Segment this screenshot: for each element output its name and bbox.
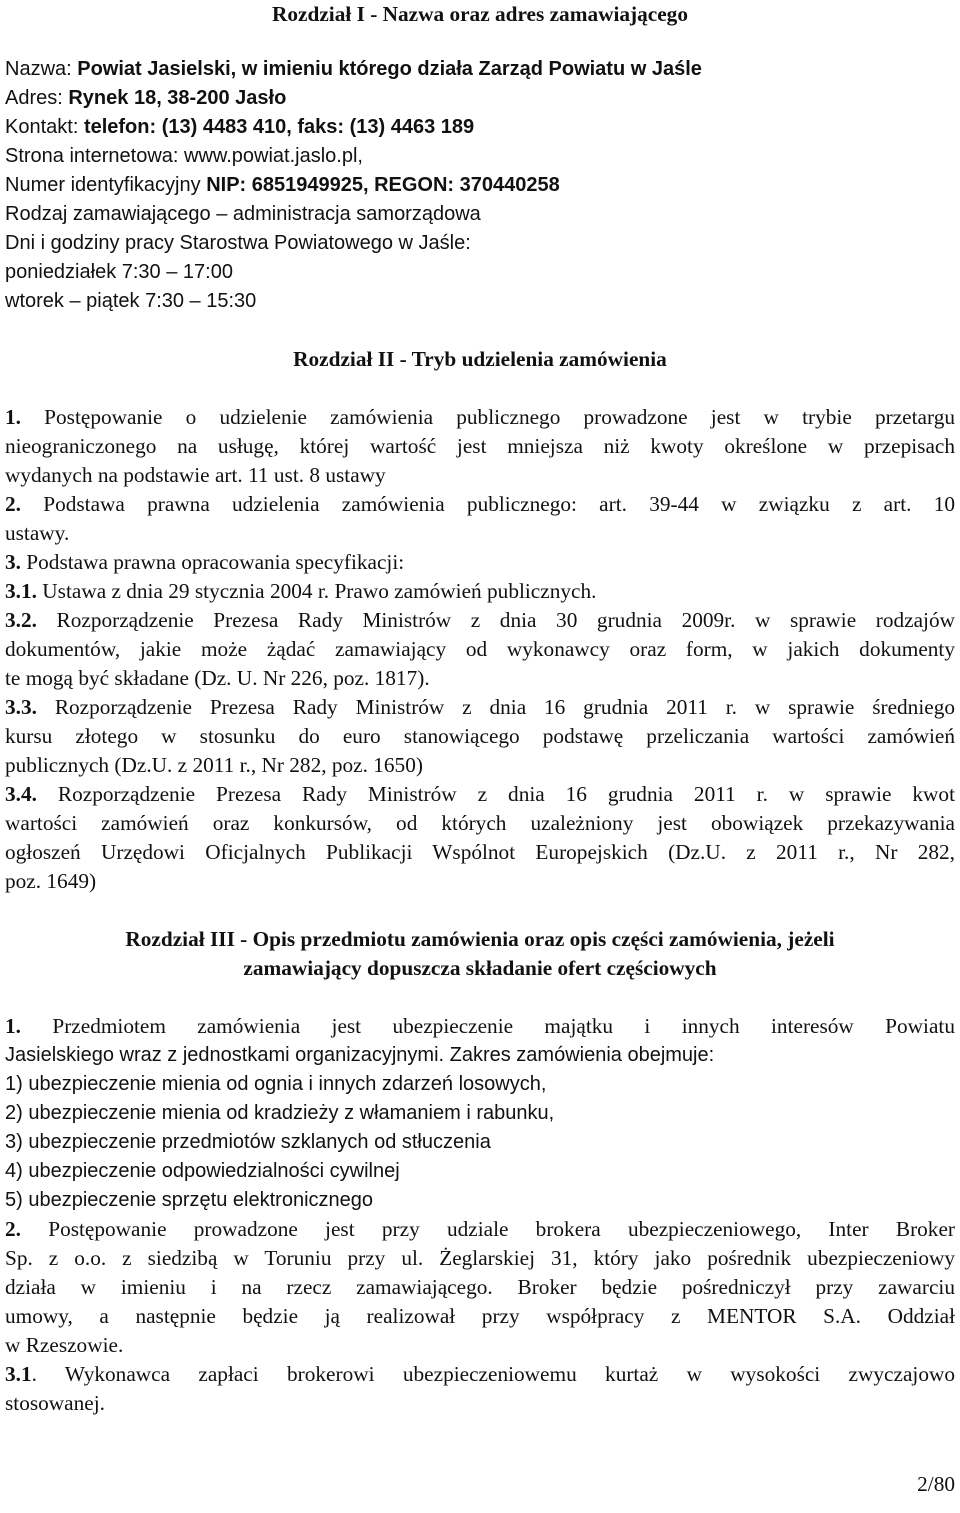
ch2-p1-line-1 [5, 403, 955, 432]
ch2-p31-text: Ustawa z dnia 29 stycznia 2004 r. Prawo zamówień publicznych. [36, 579, 597, 603]
id-value: NIP: 6851949925, REGON: 370440258 [206, 174, 560, 196]
list-item: 2) ubezpieczenie mienia od kradzieży z włamaniem i rabunku, [5, 1102, 555, 1124]
ordering-party-type: Rodzaj zamawiającego – administracja samorządowa [5, 203, 481, 225]
ch3-p1-line-1 [5, 1012, 955, 1041]
ch3-p2-line-1 [5, 1215, 955, 1244]
ch2-p2-line-1 [5, 490, 955, 519]
name-line [5, 55, 955, 84]
ch2-p1-text-1: Postępowanie o udzielenie zamówienia publicznego prowadzone jest w trybie przetargu [20, 405, 955, 429]
ch3-p31-text-1: . Wykonawca zapłaci brokerowi ubezpieczeniowemu kurtaż w wysokości zwyczajowo [31, 1362, 955, 1386]
website-link[interactable]: www.powiat.jaslo.pl [184, 145, 358, 167]
ch3-p2-line-3: działa w imieniu i na rzecz zamawiającego. Broker będzie pośredniczył przy zawarciu [5, 1275, 955, 1299]
ch3-p2-line-2: Sp. z o.o. z siedzibą w Toruniu przy ul. Żeglarskiej 31, który jako pośrednik ubezpieczeniowy [5, 1246, 955, 1270]
chapter-3-heading-line-1: Rozdział III - Opis przedmiotu zamówienia oraz opis części zamówienia, jeżeli [125, 927, 835, 951]
ch2-p32-line-3: te mogą być składane (Dz. U. Nr 226, poz. 1817). [5, 666, 430, 690]
hours-monday: poniedziałek 7:30 – 17:00 [5, 261, 233, 283]
page-number: 2/80 [917, 1472, 955, 1496]
name-value: Powiat Jasielski, w imieniu którego działa Zarząd Powiatu w Jaśle [77, 58, 702, 80]
contact-label: Kontakt: [5, 116, 84, 138]
address-value: Rynek 18, 38-200 Jasło [68, 87, 287, 109]
list-item: 4) ubezpieczenie odpowiedzialności cywilnej [5, 1160, 400, 1182]
list-item: 3) ubezpieczenie przedmiotów szklanych od stłuczenia [5, 1131, 491, 1153]
ch2-p1-line-2: nieograniczonego na usługę, której wartość jest mniejsza niż kwoty określone w przepisach [5, 434, 955, 458]
ch2-p33-text-1: Rozporządzenie Prezesa Rady Ministrów z dnia 16 grudnia 2011 r. w sprawie średniego [36, 695, 955, 719]
website-line [5, 142, 955, 171]
ch2-p2-text-1: Podstawa prawna udzielenia zamówienia publicznego: art. 39-44 w związku z art. 10 [20, 492, 955, 516]
chapter-1-heading: Rozdział I - Nazwa oraz adres zamawiającego [272, 2, 688, 26]
ch2-p32-line-1 [5, 606, 955, 635]
ch2-p32-line-2: dokumentów, jakie może żądać zamawiający od wykonawcy oraz form, w jakich dokumenty [5, 637, 955, 661]
ch2-p31-number: 3.1. [5, 579, 37, 603]
address-line [5, 84, 955, 113]
ch2-p34-line-1 [5, 780, 955, 809]
ch2-p32-number: 3.2. [5, 608, 37, 632]
ch2-p2-line-2: ustawy. [5, 521, 70, 545]
ch2-p33-number: 3.3. [5, 695, 37, 719]
ch3-p2-number: 2. [5, 1217, 21, 1241]
ch2-p34-line-2: wartości zamówień oraz konkursów, od których uzależniony jest obowiązek przekazywania [5, 811, 955, 835]
chapter-2-heading: Rozdział II - Tryb udzielenia zamówienia [293, 347, 667, 371]
ch3-p1-line-2: Jasielskiego wraz z jednostkami organizacyjnymi. Zakres zamówienia obejmuje: [5, 1044, 715, 1066]
list-item: 1) ubezpieczenie mienia od ognia i innych zdarzeń losowych, [5, 1073, 547, 1095]
id-label: Numer identyfikacyjny [5, 174, 207, 196]
ch3-p2-line-4: umowy, a następnie będzie ją realizował przy współpracy z MENTOR S.A. Oddział [5, 1304, 955, 1328]
ch2-p33-line-2: kursu złotego w stosunku do euro stanowiącego podstawę przeliczania wartości zamówień [5, 724, 955, 748]
ch2-p31-line [5, 577, 955, 606]
contact-line [5, 113, 955, 142]
ch2-p3-number: 3. [5, 550, 21, 574]
ch3-p31-line-2: stosowanej. [5, 1391, 105, 1415]
ch2-p33-line-1 [5, 693, 955, 722]
ch2-p34-line-4: poz. 1649) [5, 869, 97, 893]
ch2-p33-line-3: publicznych (Dz.U. z 2011 r., Nr 282, poz. 1650) [5, 753, 423, 777]
website-label: Strona internetowa: [5, 145, 184, 167]
ch2-p32-text-1: Rozporządzenie Prezesa Rady Ministrów z dnia 30 grudnia 2009r. w sprawie rodzajów [36, 608, 955, 632]
id-numbers-line [5, 171, 955, 200]
ch2-p3-line [5, 548, 955, 577]
list-item: 5) ubezpieczenie sprzętu elektronicznego [5, 1189, 373, 1211]
ch2-p34-text-1: Rozporządzenie Prezesa Rady Ministrów z dnia 16 grudnia 2011 r. w sprawie kwot [36, 782, 955, 806]
name-label: Nazwa: [5, 58, 78, 80]
ch2-p34-number: 3.4. [5, 782, 37, 806]
ch3-p2-line-5: w Rzeszowie. [5, 1333, 124, 1357]
contact-value: telefon: (13) 4483 410, faks: (13) 4463 189 [83, 116, 475, 138]
address-label: Adres: [5, 87, 69, 109]
ch3-p31-line-1 [5, 1360, 955, 1389]
ch2-p3-text: Podstawa prawna opracowania specyfikacji: [20, 550, 405, 574]
website-suffix: , [357, 145, 363, 167]
ch3-p1-number: 1. [5, 1014, 21, 1038]
ch3-p1-text-1: Przedmiotem zamówienia jest ubezpieczenie majątku i innych interesów Powiatu [20, 1014, 955, 1038]
hours-tuesday-friday: wtorek – piątek 7:30 – 15:30 [5, 290, 257, 312]
chapter-3-heading-line-2: zamawiający dopuszcza składanie ofert częściowych [243, 956, 717, 980]
working-hours-title: Dni i godziny pracy Starostwa Powiatowego w Jaśle: [5, 232, 471, 254]
ch2-p34-line-3: ogłoszeń Urzędowi Oficjalnych Publikacji Wspólnot Europejskich (Dz.U. z 2011 r., Nr 282, [5, 840, 955, 864]
ch2-p2-number: 2. [5, 492, 21, 516]
ch2-p1-number: 1. [5, 405, 21, 429]
ch3-p31-number: 3.1 [5, 1362, 32, 1386]
ch2-p1-line-3: wydanych na podstawie art. 11 ust. 8 ustawy [5, 463, 386, 487]
ch3-p2-text-1: Postępowanie prowadzone jest przy udziale brokera ubezpieczeniowego, Inter Broker [20, 1217, 955, 1241]
